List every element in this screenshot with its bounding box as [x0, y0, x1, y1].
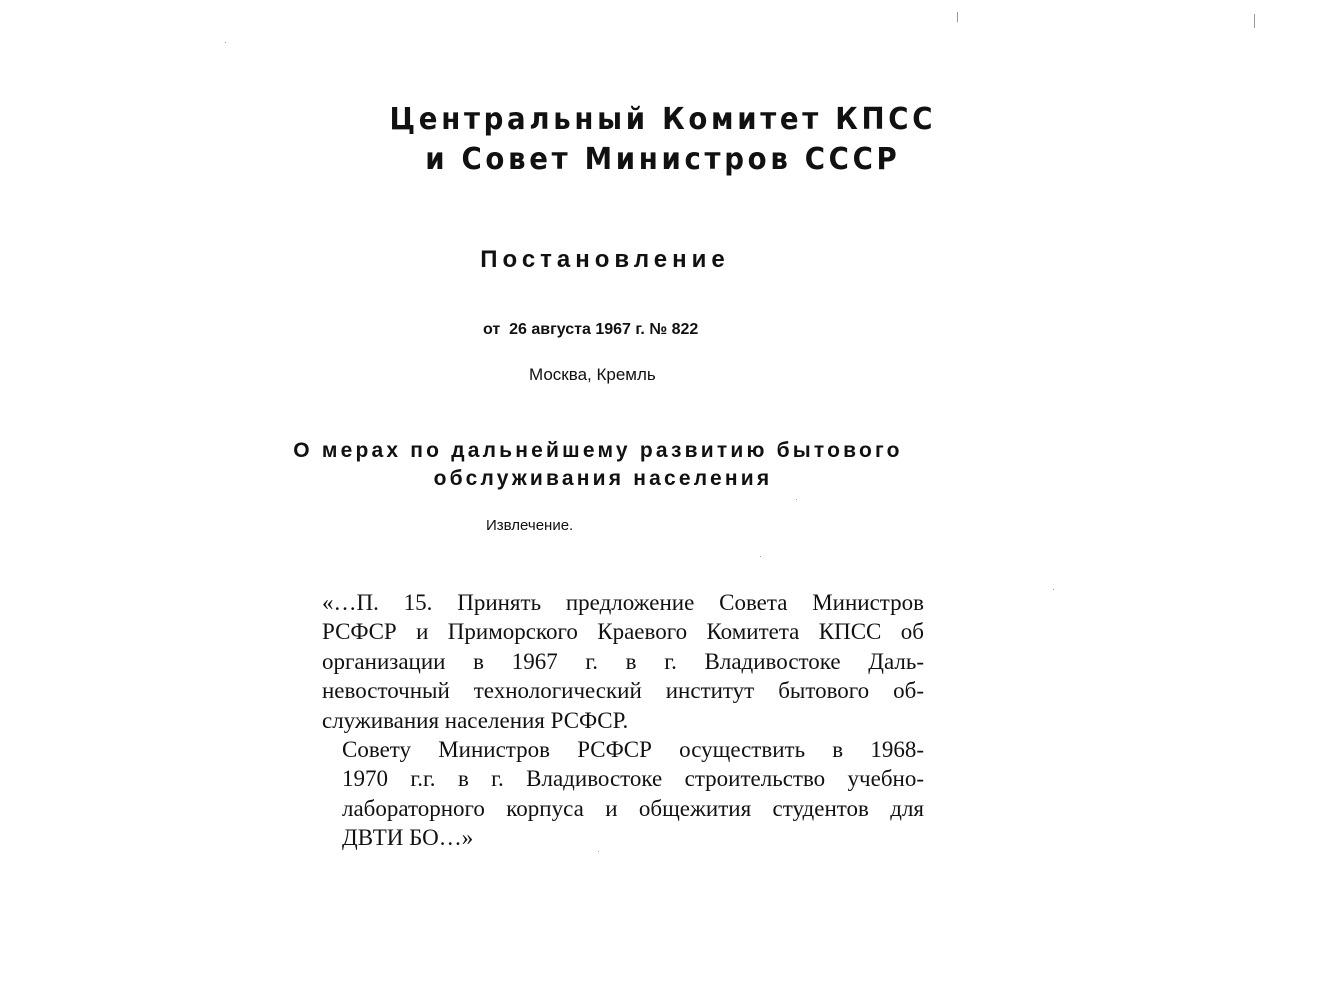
- document-place: Москва, Кремль: [529, 365, 656, 384]
- quote-line: 1970 г.г. в г. Владивостоке строительство учебно-: [342, 766, 924, 792]
- quote-paragraph-1: [318, 588, 924, 735]
- document-subject: [0, 437, 1196, 493]
- scan-mark: [957, 12, 958, 22]
- quote-line: организации в 1967 г. в г. Владивостоке Даль-: [322, 648, 924, 674]
- issuing-authority: [53, 100, 1269, 180]
- scan-mark: [760, 556, 761, 557]
- extract-label: Извлечение.: [486, 517, 574, 534]
- quote-line: служивания населения РСФСР.: [322, 707, 629, 733]
- scan-mark: [796, 499, 797, 500]
- subject-line-2: обслуживания населения: [433, 467, 773, 490]
- document-date-number: от 26 августа 1967 г. № 822: [483, 321, 699, 338]
- authority-line-2: и Совет Министров СССР: [425, 142, 901, 177]
- authority-line-1: Центральный Комитет КПСС: [389, 102, 937, 137]
- scan-mark: [1254, 14, 1255, 28]
- scan-mark: [225, 42, 226, 43]
- quote-line: лабораторного корпуса и общежития студентов для: [342, 795, 924, 821]
- quote-paragraph-2: [318, 735, 924, 853]
- quote-line: невосточный технологический институт бытового об-: [322, 678, 924, 704]
- quoted-excerpt: [318, 588, 924, 853]
- document-type: Постановление: [480, 246, 730, 273]
- scan-mark: [598, 851, 599, 852]
- quote-line: ДВТИ БО…»: [342, 825, 474, 851]
- quote-line: РСФСР и Приморского Краевого Комитета КПСС об: [322, 619, 924, 645]
- subject-line-1: О мерах по дальнейшему развитию бытового: [293, 439, 903, 462]
- quote-line: Совету Министров РСФСР осуществить в 1968-: [342, 737, 924, 763]
- scan-mark: [1053, 589, 1054, 590]
- quote-line: «…П. 15. Принять предложение Совета Министров: [322, 590, 924, 615]
